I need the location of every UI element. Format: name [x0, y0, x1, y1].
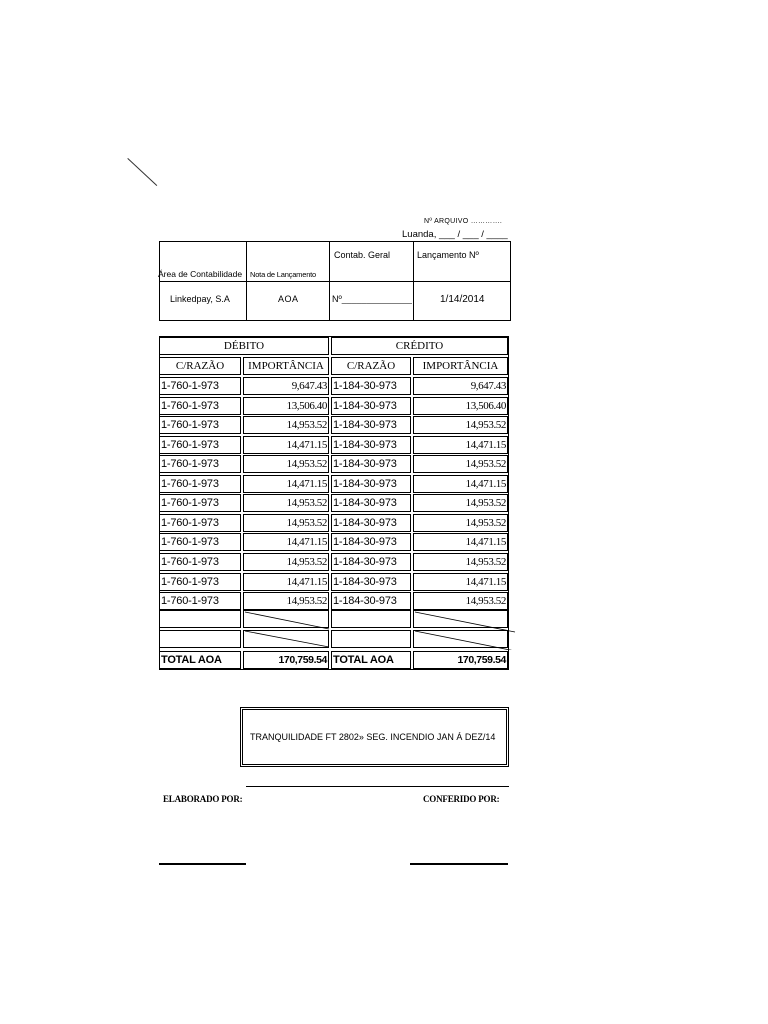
arquivo-number: Nº ARQUIVO ………….	[424, 218, 503, 225]
elaborado-signature-line	[159, 863, 246, 865]
table-row	[159, 436, 509, 456]
table-row	[159, 553, 509, 573]
debito-account-cell: 1-760-1-973	[159, 397, 241, 415]
table-row	[159, 475, 509, 495]
debito-amount-cell: 14,953.52	[243, 592, 329, 610]
credito-amount-cell: 13,506.40	[413, 397, 508, 415]
table-row	[159, 494, 509, 514]
debito-razao-header: C/RAZÃO	[159, 357, 241, 375]
table-column-header	[159, 357, 509, 377]
table-row	[159, 397, 509, 417]
credito-amount-cell: 14,953.52	[413, 553, 508, 571]
credito-account-cell: 1-184-30-973	[331, 416, 411, 434]
table-row	[159, 573, 509, 593]
debito-amount-cell: 13,506.40	[243, 397, 329, 415]
debito-account-cell: 1-760-1-973	[159, 573, 241, 591]
debito-amount-cell: 14,953.52	[243, 553, 329, 571]
diagonal-stroke	[127, 158, 157, 186]
credito-header: CRÉDITO	[331, 337, 508, 355]
debito-total-amount: 170,759.54	[243, 651, 329, 669]
nota-label: Nota de Lançamento	[250, 270, 317, 279]
credito-amount-cell: 14,471.15	[413, 573, 508, 591]
debito-total-label: TOTAL AOA	[159, 651, 241, 669]
header-table	[159, 241, 511, 321]
credito-total-label: TOTAL AOA	[331, 651, 411, 669]
numero-field: Nº______________	[332, 294, 412, 304]
debito-amount-cell: 14,953.52	[243, 514, 329, 532]
credito-account-cell: 1-184-30-973	[331, 436, 411, 454]
debito-account-cell: 1-760-1-973	[159, 436, 241, 454]
table-row	[159, 533, 509, 553]
company-name: Linkedpay, S.A	[170, 294, 230, 304]
credito-account-cell: 1-184-30-973	[331, 397, 411, 415]
debito-amount-cell: 14,953.52	[243, 455, 329, 473]
debito-account-cell: 1-760-1-973	[159, 592, 241, 610]
credito-account-cell: 1-184-30-973	[331, 592, 411, 610]
credito-razao-header: C/RAZÃO	[331, 357, 411, 375]
table-row	[159, 455, 509, 475]
debito-amount-cell: 14,471.15	[243, 573, 329, 591]
credito-amount-cell: 14,953.52	[413, 416, 508, 434]
credito-account-cell: 1-184-30-973	[331, 475, 411, 493]
credito-amount-cell: 14,471.15	[413, 533, 508, 551]
debito-account-cell: 1-760-1-973	[159, 416, 241, 434]
table-row	[159, 416, 509, 436]
debito-amount-cell: 14,953.52	[243, 416, 329, 434]
credito-total-amount: 170,759.54	[413, 651, 508, 669]
entry-date: 1/14/2014	[440, 294, 485, 305]
debito-account-cell: 1-760-1-973	[159, 377, 241, 395]
debito-amount-cell: 14,471.15	[243, 436, 329, 454]
debito-amount-cell: 9,647.43	[243, 377, 329, 395]
debito-account-cell: 1-760-1-973	[159, 475, 241, 493]
credito-account-cell: 1-184-30-973	[331, 514, 411, 532]
strike-through-lines	[159, 610, 519, 650]
ledger-table	[159, 336, 509, 670]
debito-header: DÉBITO	[159, 337, 329, 355]
debito-importancia-header: IMPORTÂNCIA	[243, 357, 329, 375]
credito-account-cell: 1-184-30-973	[331, 533, 411, 551]
luanda-date-line: Luanda, ___ / ___ / ____	[402, 229, 508, 240]
credito-account-cell: 1-184-30-973	[331, 573, 411, 591]
elaborado-label: ELABORADO POR:	[163, 794, 243, 804]
total-row	[159, 651, 509, 671]
credito-account-cell: 1-184-30-973	[331, 455, 411, 473]
strike-line	[415, 631, 515, 650]
description-box: TRANQUILIDADE FT 2802» SEG. INCENDIO JAN Á DEZ/14	[240, 707, 509, 767]
area-label: Área de Contabilidade	[158, 269, 243, 279]
lancamento-label: Lançamento Nº	[417, 250, 479, 260]
debito-account-cell: 1-760-1-973	[159, 553, 241, 571]
credito-amount-cell: 14,471.15	[413, 436, 508, 454]
credito-amount-cell: 14,953.52	[413, 494, 508, 512]
debito-amount-cell: 14,953.52	[243, 494, 329, 512]
credito-importancia-header: IMPORTÂNCIA	[413, 357, 508, 375]
credito-account-cell: 1-184-30-973	[331, 494, 411, 512]
debito-account-cell: 1-760-1-973	[159, 514, 241, 532]
credito-account-cell: 1-184-30-973	[331, 553, 411, 571]
credito-account-cell: 1-184-30-973	[331, 377, 411, 395]
debito-account-cell: 1-760-1-973	[159, 494, 241, 512]
credito-amount-cell: 14,471.15	[413, 475, 508, 493]
contab-label: Contab. Geral	[334, 250, 391, 260]
strike-line	[245, 631, 329, 647]
debito-account-cell: 1-760-1-973	[159, 455, 241, 473]
table-section-header	[159, 337, 509, 357]
table-row	[159, 514, 509, 534]
description-underline	[246, 786, 509, 787]
strike-line	[245, 612, 329, 629]
credito-amount-cell: 14,953.52	[413, 514, 508, 532]
currency: AOA	[278, 294, 299, 304]
header-divider	[160, 281, 510, 282]
credito-amount-cell: 9,647.43	[413, 377, 508, 395]
debito-amount-cell: 14,471.15	[243, 475, 329, 493]
conferido-label: CONFERIDO POR:	[423, 794, 500, 804]
credito-amount-cell: 14,953.52	[413, 455, 508, 473]
debito-account-cell: 1-760-1-973	[159, 533, 241, 551]
table-row	[159, 592, 509, 612]
conferido-signature-line	[410, 863, 508, 865]
strike-line	[415, 612, 515, 632]
table-row	[159, 377, 509, 397]
debito-amount-cell: 14,471.15	[243, 533, 329, 551]
credito-amount-cell: 14,953.52	[413, 592, 508, 610]
